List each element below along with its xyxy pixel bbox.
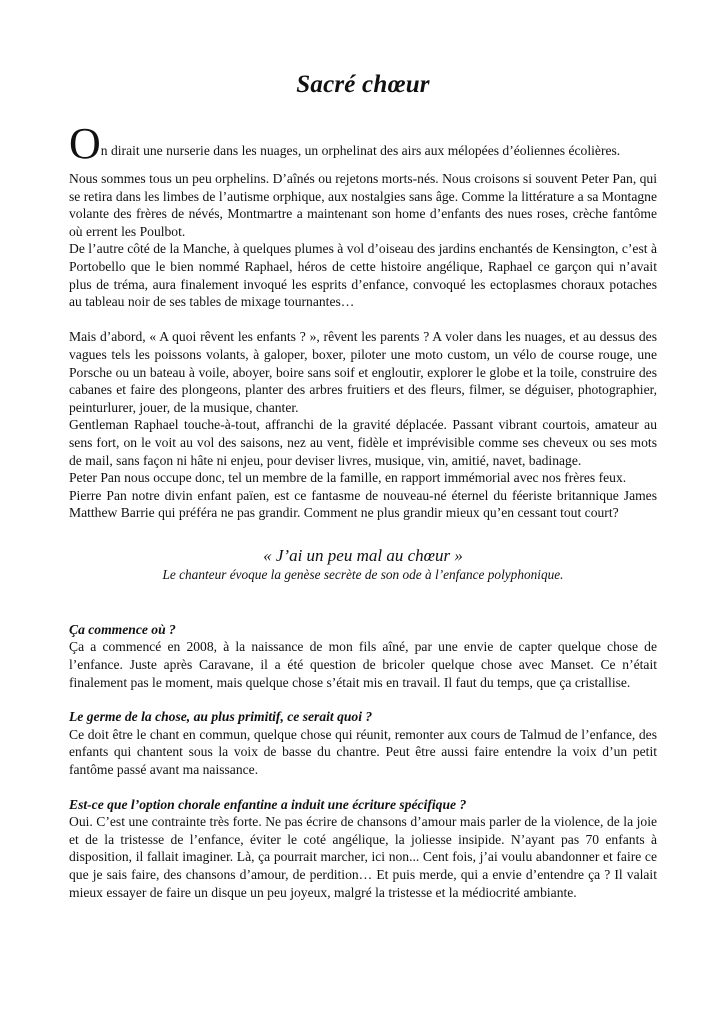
paragraph: De l’autre côté de la Manche, à quelques plumes à vol d’oiseau des jardins enchantés de Kensington, c’est à Portobello que le bien nommé Raphael, héros de cette histoire angélique, Raphael ce garçon qui n’avait plus de tréma, aura finalement invoqué les esprits d’enfance, convoqué les ectoplasmes choraux potaches au tableau noir de ses tables de mixage tournantes… xyxy=(69,241,657,310)
interview-subheading: Le chanteur évoque la genèse secrète de son ode à l’enfance polyphonique. xyxy=(162,566,564,582)
question: Le germe de la chose, au plus primitif, ce serait quoi ? xyxy=(69,709,373,725)
question: Ça commence où ? xyxy=(69,621,176,637)
intro-line xyxy=(69,119,657,168)
paragraph: Peter Pan nous occupe donc, tel un membre de la famille, en rapport immémorial avec nos frères feux. xyxy=(69,470,627,486)
qa-block xyxy=(69,621,657,691)
document-page xyxy=(69,70,657,918)
qa-block xyxy=(69,708,657,778)
paragraph: Pierre Pan notre divin enfant païen, est ce fantasme de nouveau-né éternel du féeriste britannique James Matthew Barrie qui préféra ne pas grandir. Comment ne plus grandir mieux qu’en cessant tout court? xyxy=(69,487,657,521)
qa-block xyxy=(69,796,657,902)
intro-text: n dirait une nurserie dans les nuages, un orphelinat des airs aux mélopées d’éoliennes écolières. xyxy=(100,143,621,159)
answer: Oui. C’est une contrainte très forte. Ne pas écrire de chansons d’amour mais parler de la violence, de la joie et de la tristesse de l’enfance, éviter le coté angélique, la joliesse insipide. N’ayant pas 70 enfants à disposition, il fallait imaginer. Là, ça pourrait marcher, ici non... Cent fois, j’ai voulu abandonner et faire ce que je sais faire, des chansons d’amour, de perdition… Et puis merde, qui a envie d’entendre ça ? Il valait mieux essayer de faire un disque un peu joyeux, malgré la tristesse et la médiocrité ambiante. xyxy=(69,814,657,900)
answer: Ce doit être le chant en commun, quelque chose qui réunit, remonter aux cours de Talmud de l’enfance, des enfants qui chantent sous la voix de basse du chantre. Peut être aussi faire entendre la voix d’un petit fantôme passé avant ma naissance. xyxy=(69,726,657,778)
question: Est-ce que l’option chorale enfantine a induit une écriture spécifique ? xyxy=(69,796,467,812)
paragraph: Mais d’abord, « A quoi rêvent les enfants ? », rêvent les parents ? A voler dans les nuages, et au dessus des vagues tels les poissons volants, à galoper, boxer, piloter une moto custom, un vélo de course rouge, une Porsche ou un bateau à voile, aboyer, boire sans soif et engloutir, explorer le globe et la toile, construire des cabanes et faire des plongeons, planter des arbres fruitiers et des fleurs, filmer, se déguiser, photographier, peinturlurer, jouer, de la musique, chanter. xyxy=(69,329,657,415)
paragraph: Gentleman Raphael touche-à-tout, affranchi de la gravité déplacée. Passant vibrant courtois, amateur au sens fort, on le voit au vol des saisons, nez au vent, fidèle et imprévisible comme ses cheveux ou ses mots de mail, sans façon ni hâte ni enjeu, pour deviser livres, musique, vin, amitié, navet, badinage. xyxy=(69,417,657,468)
page-title: Sacré chœur xyxy=(296,71,430,98)
interview-heading: « J’ai un peu mal au chœur » xyxy=(263,545,463,565)
paragraph-gap xyxy=(69,311,657,329)
paragraph: Nous sommes tous un peu orphelins. D’aînés ou rejetons morts-nés. Nous croisons si souvent Peter Pan, qui se retira dans les limbes de l’autisme orphique, aux nostalgies sans âge. Comme la littérature a sa Montagne volante des frères de névés, Montmartre a maintenant son home d’enfants des nues roses, crèche fantôme où errent les Poulbot. xyxy=(69,171,657,239)
answer: Ça a commencé en 2008, à la naissance de mon fils aîné, par une envie de capter quelque chose de l’enfance. Juste après Caravane, il a été question de bricoler quelque chose avec Manset. Ce n’était finalement pas le moment, mais quelque chose s’était mis en travail. Il faut du temps, que ça cristallise. xyxy=(69,639,657,690)
drop-cap: O xyxy=(69,119,101,168)
